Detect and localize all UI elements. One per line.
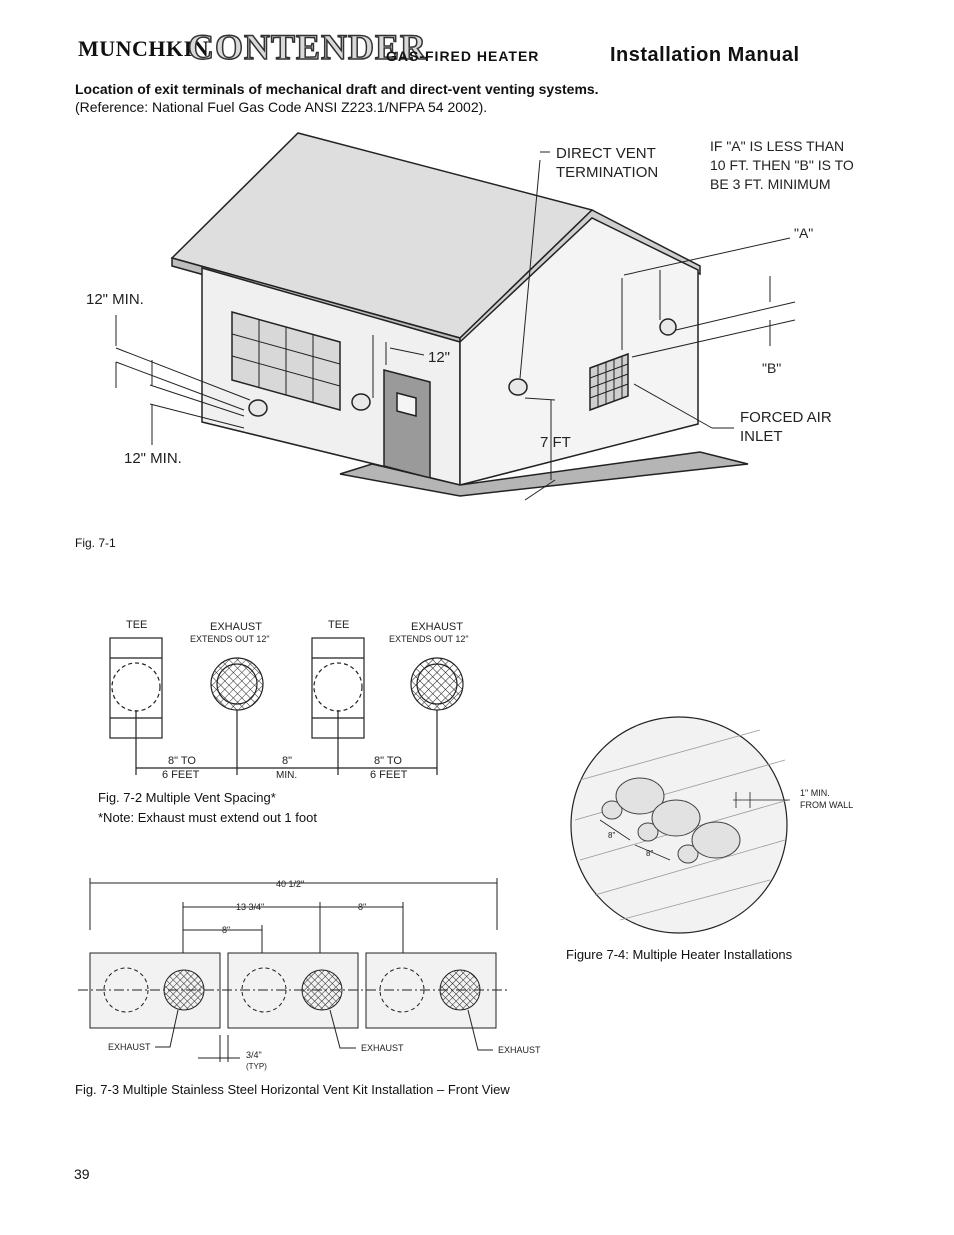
label-1-min: 1" MIN. bbox=[800, 788, 830, 798]
label-3-4: 3/4" bbox=[246, 1050, 262, 1060]
figure-7-1-caption: Fig. 7-1 bbox=[75, 536, 116, 550]
label-dim2-b: MIN. bbox=[276, 770, 298, 781]
label-dim1-b: 6 FEET bbox=[162, 769, 200, 781]
label-13-3-4: 13 3/4" bbox=[236, 902, 265, 912]
label-extends-2: EXTENDS OUT 12" bbox=[389, 634, 469, 644]
label-direct-vent: DIRECT VENT bbox=[556, 145, 656, 162]
label-tee-2: TEE bbox=[328, 619, 350, 631]
label-note-1: IF "A" IS LESS THAN bbox=[710, 138, 845, 154]
section-heading: Location of exit terminals of mechanical draft and direct-vent venting systems. bbox=[75, 81, 599, 97]
figure-7-4-caption: Figure 7-4: Multiple Heater Installations bbox=[566, 947, 793, 962]
label-forced-air: FORCED AIR bbox=[740, 409, 832, 426]
exhaust-2 bbox=[411, 658, 463, 710]
label-7-ft: 7 FT bbox=[540, 434, 571, 451]
exhaust-1 bbox=[211, 658, 263, 710]
label-exhaust-2: EXHAUST bbox=[411, 621, 463, 633]
label-dim3-a: 8" TO bbox=[374, 755, 402, 767]
figure-7-3-caption: Fig. 7-3 Multiple Stainless Steel Horizontal Vent Kit Installation – Front View bbox=[75, 1082, 510, 1097]
label-note-3: BE 3 FT. MINIMUM bbox=[710, 176, 831, 192]
label-exhaust-1: EXHAUST bbox=[210, 621, 262, 633]
house-door bbox=[384, 370, 430, 478]
label-inlet: INLET bbox=[740, 428, 783, 445]
label-a: "A" bbox=[794, 225, 814, 241]
label-note-2: 10 FT. THEN "B" IS TO bbox=[710, 157, 854, 173]
figure-7-2-caption: Fig. 7-2 Multiple Vent Spacing* bbox=[98, 790, 276, 805]
reference-text: (Reference: National Fuel Gas Code ANSI Z223.1/NFPA 54 2002). bbox=[75, 99, 488, 115]
label-spacing-b: 8" bbox=[646, 849, 654, 858]
label-dim3-b: 6 FEET bbox=[370, 769, 408, 781]
label-dim1-a: 8" TO bbox=[168, 755, 196, 767]
figure-7-2-note: *Note: Exhaust must extend out 1 foot bbox=[98, 810, 317, 825]
label-8-right: 8" bbox=[358, 902, 367, 912]
figure-7-2-vent-spacing bbox=[0, 600, 520, 790]
vent-terminal-1 bbox=[249, 400, 267, 416]
figure-7-4-multiple-heaters bbox=[560, 710, 880, 945]
label-12-min-top: 12" MIN. bbox=[86, 291, 144, 308]
manual-title: Installation Manual bbox=[610, 44, 800, 66]
label-exhaust-1: EXHAUST bbox=[108, 1042, 151, 1052]
label-spacing-a: 8" bbox=[608, 831, 616, 840]
label-exhaust-2: EXHAUST bbox=[361, 1043, 404, 1053]
label-exhaust-3: EXHAUST bbox=[498, 1045, 541, 1055]
exhaust-panel-1 bbox=[164, 970, 204, 1010]
label-8-left: 8" bbox=[222, 925, 231, 935]
exhaust-panel-2 bbox=[302, 970, 342, 1010]
vent-terminal-3 bbox=[509, 379, 527, 395]
label-dim2-a: 8" bbox=[282, 755, 293, 767]
label-12-door: 12" bbox=[428, 349, 451, 366]
label-from-wall: FROM WALL bbox=[800, 800, 854, 810]
header-subtitle: GAS-FIRED HEATER bbox=[386, 48, 540, 64]
vent-terminal-2 bbox=[352, 394, 370, 410]
exhaust-panel-3 bbox=[440, 970, 480, 1010]
label-12-min-bottom: 12" MIN. bbox=[124, 450, 182, 467]
figure-7-3-front-view bbox=[0, 870, 560, 1075]
brand-logo-text: MUNCHKIN bbox=[78, 36, 210, 61]
product-logo-text: CONTENDER bbox=[188, 27, 428, 67]
label-extends-1: EXTENDS OUT 12" bbox=[190, 634, 270, 644]
label-40-1-2: 40 1/2" bbox=[276, 879, 305, 889]
vent-terminal-4 bbox=[660, 319, 676, 335]
label-tee-1: TEE bbox=[126, 619, 148, 631]
label-termination: TERMINATION bbox=[556, 164, 659, 181]
page-number: 39 bbox=[74, 1166, 90, 1182]
label-b: "B" bbox=[762, 360, 782, 376]
label-typ: (TYP) bbox=[246, 1062, 267, 1071]
figure-7-1-house-diagram bbox=[0, 0, 954, 560]
